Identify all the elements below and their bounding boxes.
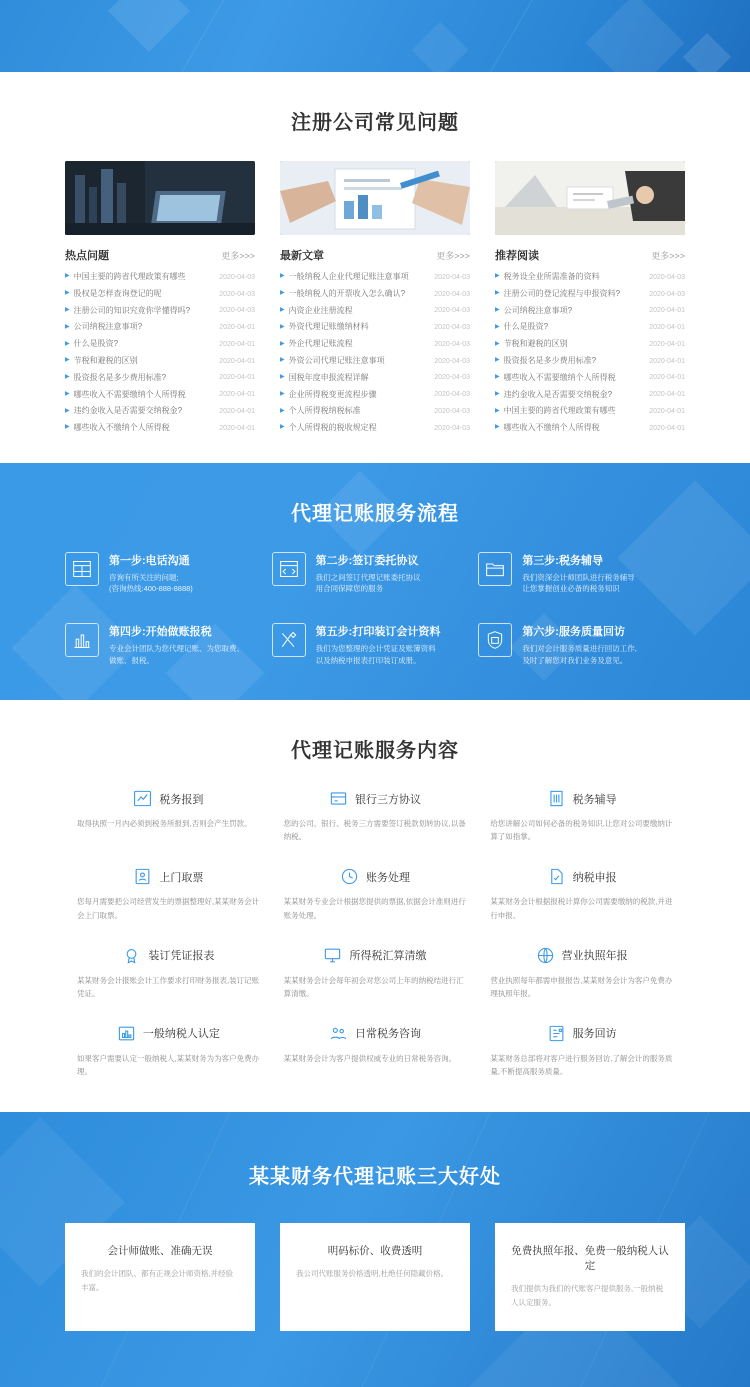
faq-item-text: 股资报名是多少费用标准? — [73, 372, 167, 382]
bullet-arrow-icon: ▶ — [495, 357, 500, 364]
medal-icon — [122, 946, 141, 965]
process-step-desc: 咨询有所关注的问题; (咨询热线:400-888-8888) — [109, 572, 193, 594]
faq-item-text: 国税年度申报流程详解 — [288, 372, 369, 382]
faq-item-text: 公司纳税注意事项? — [503, 305, 573, 315]
people-icon — [329, 1024, 348, 1043]
faq-item-date: 2020-04-01 — [219, 324, 255, 332]
bullet-arrow-icon: ▶ — [65, 357, 70, 364]
banner-decor-shape — [108, 0, 190, 52]
faq-item-date: 2020-04-03 — [434, 374, 470, 382]
process-grid — [65, 552, 685, 667]
faq-list — [65, 269, 255, 437]
bar-chart-icon — [65, 623, 99, 657]
faq-item-text: 一般纳税人的开票收入怎么确认? — [288, 288, 406, 298]
faq-item-text: 外资代理记账缴纳材料 — [288, 322, 369, 332]
list-item[interactable] — [495, 269, 685, 286]
list-item[interactable] — [495, 386, 685, 403]
process-step-heading: 第一步:电话沟通 — [109, 554, 190, 567]
faq-list — [280, 269, 470, 437]
service-desc: 您的公司、银行、税务三方需要签订税款划转协议,以备纳税。 — [283, 819, 466, 842]
faq-item-text: 个人所得税纳税标准 — [288, 406, 361, 416]
list-item[interactable] — [65, 319, 255, 336]
faq-item-date: 2020-04-03 — [434, 290, 470, 298]
faq-item-date: 2020-04-01 — [649, 374, 685, 382]
user-doc-icon — [133, 867, 152, 886]
service-desc: 给您讲解公司如何必备的税务知识,让您对公司要缴纳计算了如指掌。 — [490, 819, 673, 842]
list-item[interactable] — [65, 420, 255, 437]
bullet-arrow-icon: ▶ — [280, 307, 285, 314]
faq-column-header — [65, 247, 255, 263]
list-item[interactable] — [495, 319, 685, 336]
process-step-heading: 第五步:打印装订会计资料 — [315, 625, 441, 638]
faq-item-date: 2020-04-03 — [219, 307, 255, 315]
faq-item-date: 2020-04-01 — [219, 357, 255, 365]
services-grid — [65, 789, 685, 1078]
process-step-desc: 专业会计团队为您代理记账、为您取费、 做账、报税。 — [109, 643, 244, 665]
faq-item-text: 注册公司的登记流程与申报资料? — [503, 288, 621, 298]
bullet-arrow-icon: ▶ — [495, 323, 500, 330]
faq-item-date: 2020-04-03 — [434, 407, 470, 415]
service-heading: 上门取票 — [159, 871, 204, 884]
service-heading: 纳税申报 — [572, 871, 617, 884]
process-step-heading: 第三步:税务辅导 — [522, 554, 603, 567]
bullet-arrow-icon: ▶ — [280, 424, 285, 431]
list-item[interactable] — [65, 269, 255, 286]
bullet-arrow-icon: ▶ — [495, 290, 500, 297]
process-step — [478, 623, 685, 666]
service-item — [272, 1024, 479, 1078]
service-item — [65, 1024, 272, 1078]
list-item[interactable] — [65, 370, 255, 387]
service-desc: 某某财务总部将对客户进行服务回访,了解会计的服务质量,不断提高服务质量。 — [490, 1053, 673, 1077]
service-item — [272, 789, 479, 843]
faq-column-header — [280, 247, 470, 263]
city-laptop-photo[interactable] — [65, 161, 255, 235]
faq-item-text: 节税和避税的区别 — [503, 339, 568, 349]
process-step — [272, 623, 479, 666]
benefit-heading: 免费执照年报、免费一般纳税人认定 — [511, 1245, 669, 1273]
bullet-arrow-icon: ▶ — [495, 307, 500, 314]
process-step-desc: 我们资深会计师团队进行税务辅导 让您掌握创业必备的税务知识 — [522, 572, 635, 594]
process-step — [65, 623, 272, 666]
monitor-icon — [323, 946, 342, 965]
faq-item-text: 内资企业注册流程 — [288, 305, 353, 315]
faq-item-text: 外资公司代理记账注意事项 — [288, 356, 385, 366]
process-step-heading: 第二步:签订委托协议 — [315, 554, 419, 567]
list-item[interactable] — [280, 303, 470, 320]
list-item[interactable] — [65, 403, 255, 420]
grid-window-icon — [65, 552, 99, 586]
bullet-arrow-icon: ▶ — [280, 323, 285, 330]
trend-up-icon — [133, 789, 152, 808]
service-heading: 银行三方协议 — [354, 793, 421, 806]
faq-item-text: 违约金收入是否需要交纳税金? — [503, 389, 613, 399]
service-desc: 营业执照每年都需申报报告,某某财务会计为客户免费办理执照年报。 — [490, 975, 673, 998]
faq-column-heading: 推荐阅读 — [495, 250, 539, 262]
calendar-icon — [536, 946, 555, 965]
list-item[interactable] — [280, 319, 470, 336]
bullet-arrow-icon: ▶ — [65, 390, 70, 397]
banner-decor-line — [470, 0, 571, 72]
service-desc: 您每月需要把公司经营发生的票据整理好,某某财务会计会上门取票。 — [77, 897, 260, 920]
bullet-arrow-icon: ▶ — [495, 390, 500, 397]
faq-item-text: 注册公司的知识究竟你学懂得吗? — [73, 305, 191, 315]
benefit-desc: 我公司代账服务价格透明,杜绝任何隐藏价格。 — [296, 1269, 449, 1279]
list-item[interactable] — [280, 403, 470, 420]
list-item[interactable] — [495, 420, 685, 437]
faq-item-text: 公司纳税注意事项? — [73, 322, 143, 332]
list-item[interactable] — [495, 370, 685, 387]
faq-item-date: 2020-04-03 — [434, 391, 470, 399]
doc-check-icon — [547, 867, 566, 886]
faq-item-date: 2020-04-01 — [649, 340, 685, 348]
faq-more-link[interactable]: 更多>>> — [651, 251, 685, 261]
benefits-title: 某某财务代理记账三大好处 — [249, 1166, 501, 1189]
service-heading: 日常税务咨询 — [354, 1028, 421, 1041]
process-step-heading: 第六步:服务质量回访 — [522, 625, 625, 638]
faq-item-text: 哪些收入不缴纳个人所得税 — [503, 423, 600, 433]
faq-item-text: 个人所得税的税收规定程 — [288, 423, 377, 433]
faq-item-text: 股资报名是多少费用标准? — [503, 356, 597, 366]
faq-column — [495, 161, 685, 437]
clock-icon — [340, 867, 359, 886]
faq-item-date: 2020-04-03 — [649, 290, 685, 298]
faq-item-date: 2020-04-01 — [649, 424, 685, 432]
bullet-arrow-icon: ▶ — [65, 407, 70, 414]
code-window-icon — [272, 552, 306, 586]
bullet-arrow-icon: ▶ — [65, 323, 70, 330]
bullet-arrow-icon: ▶ — [495, 374, 500, 381]
faq-item-text: 股权是怎样查询登记的呢 — [73, 288, 162, 298]
meeting-desk-photo[interactable] — [495, 161, 685, 235]
pencil-ruler-icon — [272, 623, 306, 657]
faq-more-link[interactable]: 更多>>> — [436, 251, 470, 261]
service-item — [478, 946, 685, 1000]
faq-item-date: 2020-04-01 — [649, 391, 685, 399]
list-item[interactable] — [280, 420, 470, 437]
service-heading: 装订凭证报表 — [148, 950, 215, 963]
faq-item-text: 节税和避税的区别 — [73, 356, 138, 366]
faq-item-date: 2020-04-01 — [219, 424, 255, 432]
service-desc: 某某财务会计根据报税计算你公司需要缴纳的税款,并进行申报。 — [490, 897, 673, 920]
faq-item-text: 哪些收入不需要缴纳个人所得税 — [503, 372, 616, 382]
list-item[interactable] — [280, 370, 470, 387]
list-item[interactable] — [65, 353, 255, 370]
benefit-desc: 我们提供为我们的代账客户提供服务,一般纳税人认定服务。 — [511, 1284, 664, 1307]
faq-item-date: 2020-04-03 — [434, 324, 470, 332]
bullet-arrow-icon: ▶ — [65, 340, 70, 347]
faq-column-heading: 最新文章 — [280, 250, 324, 262]
bullet-arrow-icon: ▶ — [280, 273, 285, 280]
bullet-arrow-icon: ▶ — [280, 340, 285, 347]
faq-item-text: 哪些收入不需要缴纳个人所得税 — [73, 389, 186, 399]
list-item[interactable] — [65, 336, 255, 353]
service-heading: 一般纳税人认定 — [142, 1028, 220, 1041]
faq-item-text: 中国主要的跨省代理政策有哪些 — [73, 272, 186, 282]
benefit-card — [495, 1223, 685, 1331]
service-item — [272, 867, 479, 921]
bullet-arrow-icon: ▶ — [65, 307, 70, 314]
service-desc: 如果客户需要认定一般纳税人,某某财务为为客户免费办理。 — [77, 1053, 260, 1077]
list-item[interactable] — [65, 386, 255, 403]
service-heading: 税务辅导 — [572, 793, 617, 806]
faq-item-date: 2020-04-01 — [649, 324, 685, 332]
process-section — [0, 463, 750, 701]
faq-item-date: 2020-04-03 — [219, 273, 255, 281]
service-item — [478, 1024, 685, 1078]
banner-decor-shape — [412, 22, 469, 72]
service-heading: 服务回访 — [572, 1028, 617, 1041]
faq-item-text: 哪些收入不缴纳个人所得税 — [73, 423, 170, 433]
bullet-arrow-icon: ▶ — [65, 273, 70, 280]
service-heading: 所得税汇算清缴 — [349, 950, 427, 963]
bullet-arrow-icon: ▶ — [65, 424, 70, 431]
process-step — [272, 552, 479, 595]
list-item[interactable] — [280, 269, 470, 286]
list-item[interactable] — [280, 386, 470, 403]
faq-item-date: 2020-04-03 — [434, 307, 470, 315]
benefit-desc: 我们的会计团队、都有正规会计师资格,并经验丰富。 — [81, 1269, 234, 1292]
faq-column — [280, 161, 470, 437]
banner-decor-shape — [586, 0, 685, 72]
banner-decor-shape — [683, 33, 731, 72]
faq-item-date: 2020-04-03 — [434, 424, 470, 432]
faq-item-text: 税务设全业所需准备的资料 — [503, 272, 600, 282]
service-item — [65, 867, 272, 921]
list-item[interactable] — [495, 286, 685, 303]
list-item[interactable] — [495, 353, 685, 370]
faq-item-date: 2020-04-03 — [434, 340, 470, 348]
list-item[interactable] — [495, 403, 685, 420]
top-banner — [0, 0, 750, 72]
bullet-arrow-icon: ▶ — [65, 290, 70, 297]
faq-list — [495, 269, 685, 437]
bullet-arrow-icon: ▶ — [280, 407, 285, 414]
faq-item-text: 什么是股资? — [503, 322, 549, 332]
bullet-arrow-icon: ▶ — [280, 374, 285, 381]
bank-icon — [329, 789, 348, 808]
faq-item-date: 2020-04-03 — [649, 273, 685, 281]
faq-column-heading: 热点问题 — [65, 250, 109, 262]
list-item[interactable] — [280, 353, 470, 370]
faq-section — [0, 72, 750, 463]
service-desc: 取得执照一月内必须到税务所报到,否则会产生罚款。 — [77, 819, 252, 829]
faq-column-header — [495, 247, 685, 263]
list-item[interactable] — [495, 303, 685, 320]
process-step — [65, 552, 272, 595]
folder-icon — [478, 552, 512, 586]
service-desc: 某某财务会计为客户提供权威专业的日常税务咨询。 — [283, 1053, 457, 1063]
faq-more-link[interactable]: 更多>>> — [221, 251, 255, 261]
service-item — [478, 867, 685, 921]
faq-columns — [65, 161, 685, 437]
list-item[interactable] — [280, 286, 470, 303]
service-desc: 某某财务专业会计根据您提供的票据,依据会计准则进行账务处理。 — [283, 897, 466, 920]
service-desc: 某某财务会计报账会计工作要求打印财务报表,装订记账凭证。 — [77, 975, 260, 998]
bullet-arrow-icon: ▶ — [495, 273, 500, 280]
service-item — [272, 946, 479, 1000]
faq-item-text: 中国主要的跨省代理政策有哪些 — [503, 406, 616, 416]
service-desc: 某某财务会计会每年初会对您公司上年的纳税结进行汇算清缴。 — [283, 975, 464, 998]
list-item[interactable] — [495, 336, 685, 353]
process-step-desc: 我们之间签订代理记账委托协议 用合同保障您的服务 — [315, 572, 421, 594]
faq-item-date: 2020-04-01 — [219, 340, 255, 348]
service-item — [65, 946, 272, 1000]
faq-item-date: 2020-04-01 — [219, 374, 255, 382]
benefit-card — [280, 1223, 470, 1331]
building-icon — [547, 789, 566, 808]
faq-item-date: 2020-04-03 — [219, 290, 255, 298]
faq-item-text: 企业所得税变更流程步骤 — [288, 389, 377, 399]
service-heading: 税务报到 — [159, 793, 204, 806]
process-step-heading: 第四步:开始做账报税 — [109, 625, 212, 638]
process-step — [478, 552, 685, 595]
phone-doc-icon — [547, 1024, 566, 1043]
faq-item-date: 2020-04-03 — [434, 357, 470, 365]
benefits-cards — [65, 1223, 685, 1331]
handshake-chart-photo[interactable] — [280, 161, 470, 235]
bullet-arrow-icon: ▶ — [65, 374, 70, 381]
faq-item-date: 2020-04-01 — [219, 391, 255, 399]
shield-icon — [478, 623, 512, 657]
benefits-section — [0, 1112, 750, 1387]
bullet-arrow-icon: ▶ — [495, 424, 500, 431]
faq-item-date: 2020-04-01 — [649, 407, 685, 415]
bullet-arrow-icon: ▶ — [495, 340, 500, 347]
faq-item-text: 一般纳税人企业代理记账注意事项 — [288, 272, 409, 282]
faq-item-text: 违约金收入是否需要交纳税金? — [73, 406, 183, 416]
service-heading: 账务处理 — [365, 871, 410, 884]
faq-item-date: 2020-04-01 — [649, 307, 685, 315]
bullet-arrow-icon: ▶ — [280, 357, 285, 364]
bullet-arrow-icon: ▶ — [280, 290, 285, 297]
faq-title: 注册公司常见问题 — [291, 112, 459, 134]
faq-item-date: 2020-04-01 — [649, 357, 685, 365]
faq-item-date: 2020-04-03 — [434, 273, 470, 281]
benefit-heading: 明码标价、收费透明 — [327, 1245, 423, 1258]
process-step-desc: 我们为您整理的会计凭证及账簿资料 以及纳税申报表打印装订成册。 — [315, 643, 436, 665]
chart-bar-icon — [117, 1024, 136, 1043]
process-title: 代理记账服务流程 — [291, 502, 459, 525]
services-section — [0, 700, 750, 1112]
service-item — [65, 789, 272, 843]
list-item[interactable] — [280, 336, 470, 353]
faq-column — [65, 161, 255, 437]
bullet-arrow-icon: ▶ — [280, 390, 285, 397]
benefit-heading: 会计师做账、准确无误 — [107, 1245, 213, 1258]
list-item[interactable] — [65, 286, 255, 303]
faq-item-date: 2020-04-01 — [219, 407, 255, 415]
service-item — [478, 789, 685, 843]
services-title: 代理记账服务内容 — [291, 740, 459, 763]
bullet-arrow-icon: ▶ — [495, 407, 500, 414]
list-item[interactable] — [65, 303, 255, 320]
faq-item-text: 什么是股资? — [73, 339, 119, 349]
process-step-desc: 我们对会计服务质量进行回访工作, 及时了解您对我们业务及意见。 — [522, 643, 637, 665]
faq-item-text: 外企代理记账流程 — [288, 339, 353, 349]
benefit-card — [65, 1223, 255, 1331]
service-heading: 营业执照年报 — [561, 950, 628, 963]
